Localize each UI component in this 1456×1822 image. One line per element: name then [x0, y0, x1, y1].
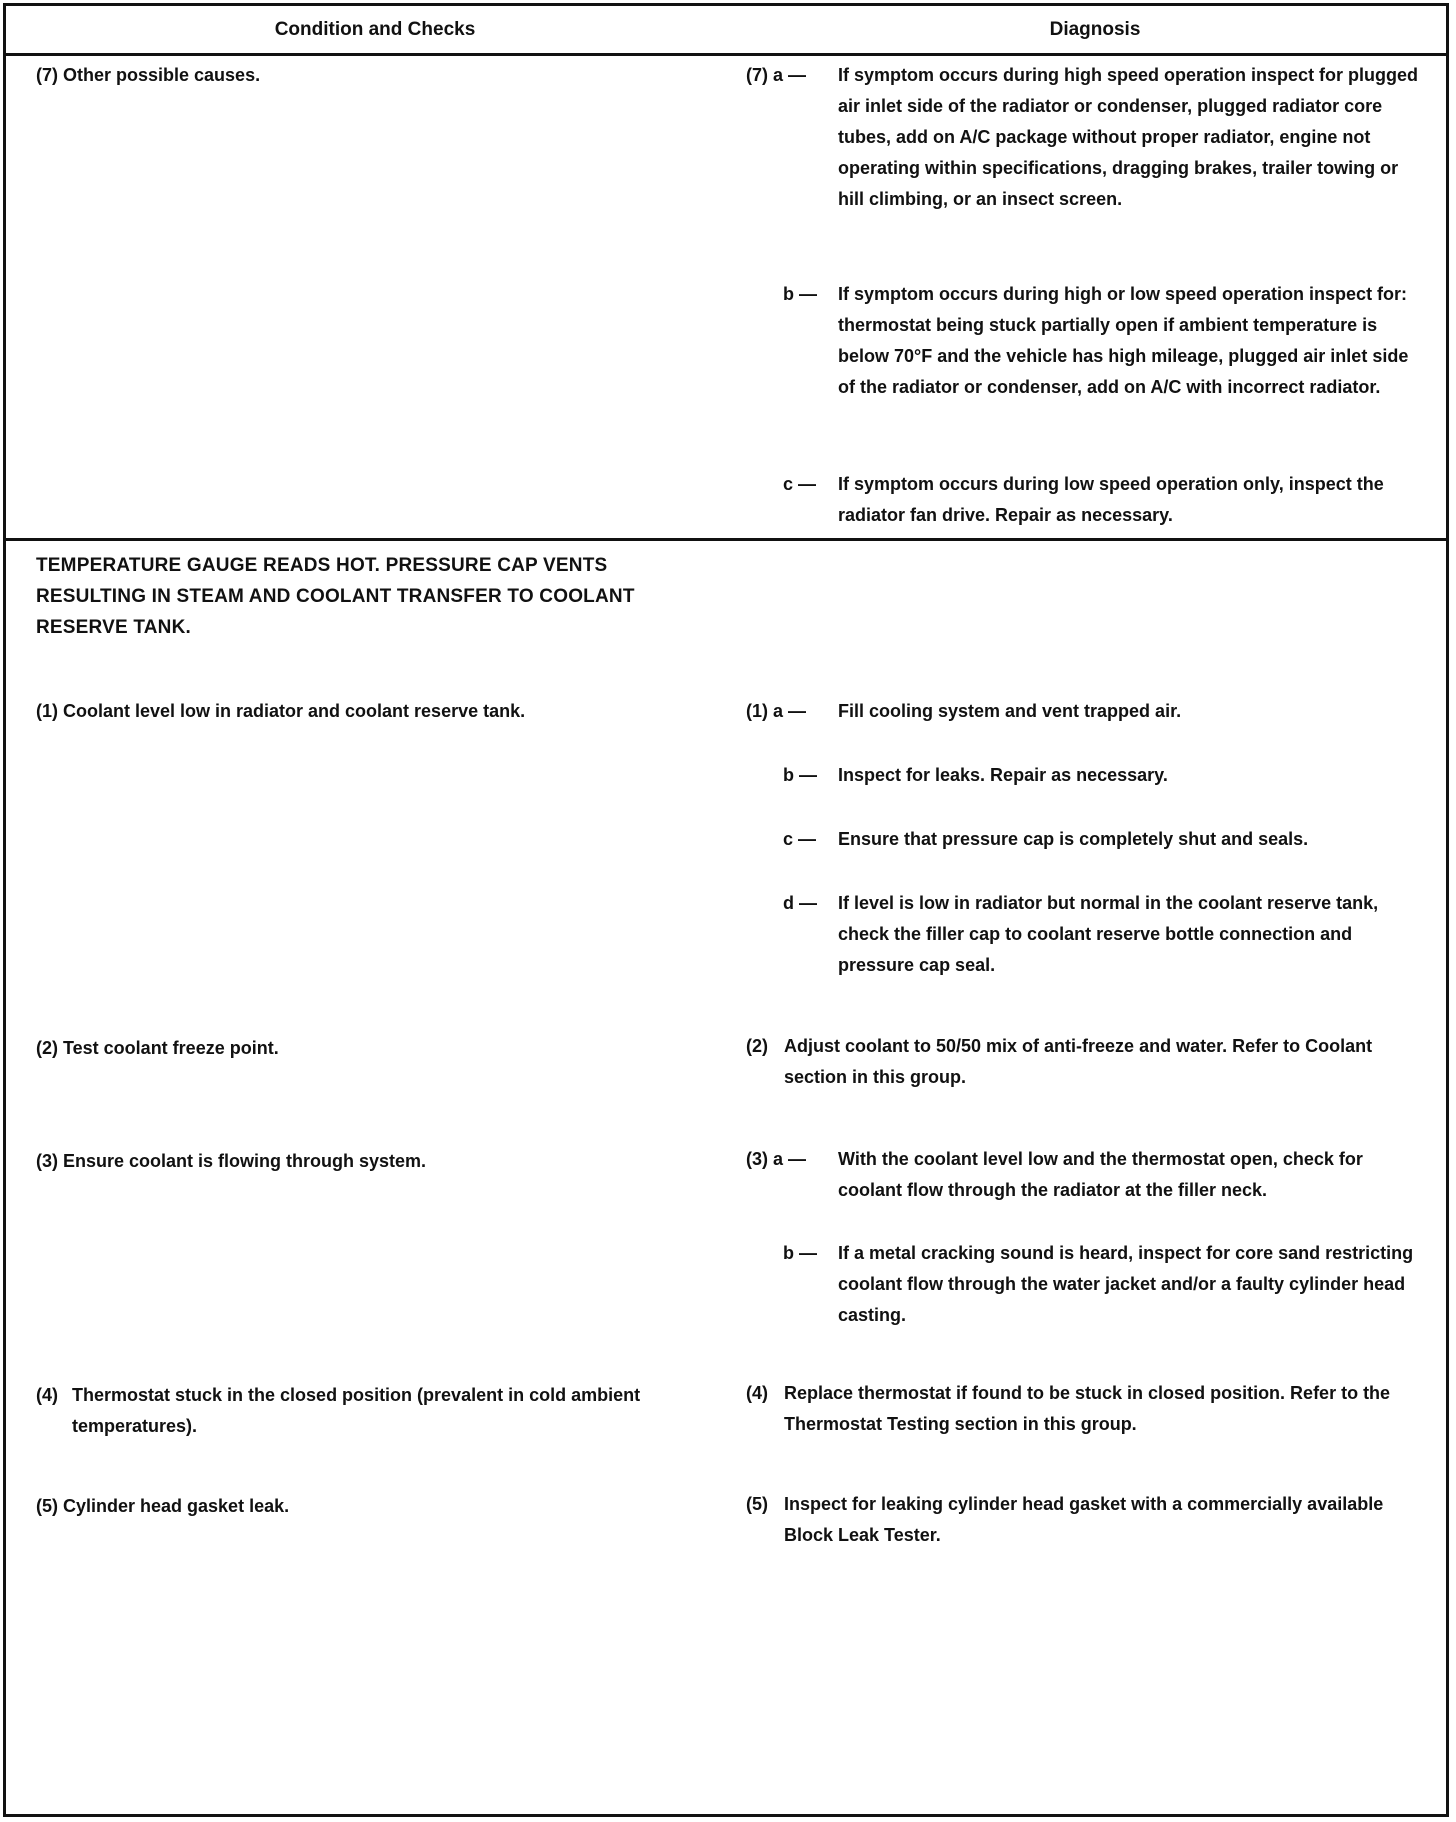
- diagnosis-1b: Inspect for leaks. Repair as necessary.: [838, 765, 1168, 785]
- condition-7: (7) Other possible causes.: [36, 65, 261, 85]
- diagnosis-7c-lead: c —: [783, 474, 817, 494]
- condition-5: (5) Cylinder head gasket leak.: [36, 1496, 290, 1516]
- diagnosis-1c: Ensure that pressure cap is completely shut and seals.: [838, 829, 1309, 849]
- condition-1: (1) Coolant level low in radiator and coolant reserve tank.: [36, 701, 526, 721]
- diagnosis-3b: If a metal cracking sound is heard, inspect for core sand restricting coolant flow through the water jacket and/or a faulty cylinder head casting.: [838, 1243, 1414, 1325]
- diagnosis-1b-lead: b —: [783, 765, 817, 785]
- column-header-condition: Condition and Checks: [274, 18, 476, 40]
- diagnosis-1a: Fill cooling system and vent trapped air.: [838, 701, 1182, 721]
- condition-2: (2) Test coolant freeze point.: [36, 1038, 279, 1058]
- diagnosis-1a-lead: (1) a —: [746, 701, 807, 721]
- section-divider: [6, 538, 1446, 541]
- diagnosis-7a-lead: (7) a —: [746, 65, 807, 85]
- header-divider: [6, 53, 1446, 56]
- diagnosis-3a: With the coolant level low and the thermostat open, check for coolant flow through the radiator at the filler neck.: [838, 1149, 1363, 1200]
- diagnosis-1d: If level is low in radiator but normal in the coolant reserve tank, check the filler cap to coolant reserve bottle connection and pressure cap seal.: [838, 893, 1379, 975]
- diagnosis-1d-lead: d —: [783, 893, 817, 913]
- diagnosis-1c-lead: c —: [783, 829, 817, 849]
- diagnosis-7c: If symptom occurs during low speed operation only, inspect the radiator fan drive. Repair as necessary.: [838, 474, 1384, 525]
- column-header-diagnosis: Diagnosis: [1049, 18, 1141, 40]
- diagnosis-4-lead: (4): [746, 1383, 768, 1403]
- condition-4-lead: (4): [36, 1385, 58, 1405]
- diagnosis-5: Inspect for leaking cylinder head gasket with a commercially available Block Leak Tester.: [784, 1494, 1384, 1545]
- diagnosis-5-lead: (5): [746, 1494, 768, 1514]
- diagnosis-3a-lead: (3) a —: [746, 1149, 807, 1169]
- diagnosis-7b-lead: b —: [783, 284, 817, 304]
- diagnosis-2-lead: (2): [746, 1036, 768, 1056]
- condition-3: (3) Ensure coolant is flowing through system.: [36, 1151, 427, 1171]
- diagnosis-3b-lead: b —: [783, 1243, 817, 1263]
- diagnosis-7a: If symptom occurs during high speed operation inspect for plugged air inlet side of the radiator or condenser, plugged radiator core tubes, add on A/C package without proper radiator, engine not operating within specifications, dragging brakes, trailer towing or hill climbing, or an insect screen.: [838, 65, 1419, 209]
- diagnosis-7b: If symptom occurs during high or low speed operation inspect for: thermostat being stuck partially open if ambient temperature is below 70°F and the vehicle has high mileage, plugged air inlet side of the radiator or condenser, add on A/C with incorrect radiator.: [838, 284, 1409, 397]
- diagnosis-2: Adjust coolant to 50/50 mix of anti-freeze and water. Refer to Coolant section in this group.: [784, 1036, 1373, 1087]
- troubleshooting-table: [3, 3, 1449, 1817]
- condition-4: Thermostat stuck in the closed position (prevalent in cold ambient temperatures).: [72, 1385, 641, 1436]
- section-title: TEMPERATURE GAUGE READS HOT. PRESSURE CAP VENTS RESULTING IN STEAM AND COOLANT TRANSFER TO COOLANT RESERVE TANK.: [36, 555, 635, 638]
- diagnosis-4: Replace thermostat if found to be stuck in closed position. Refer to the Thermostat Testing section in this group.: [784, 1383, 1391, 1434]
